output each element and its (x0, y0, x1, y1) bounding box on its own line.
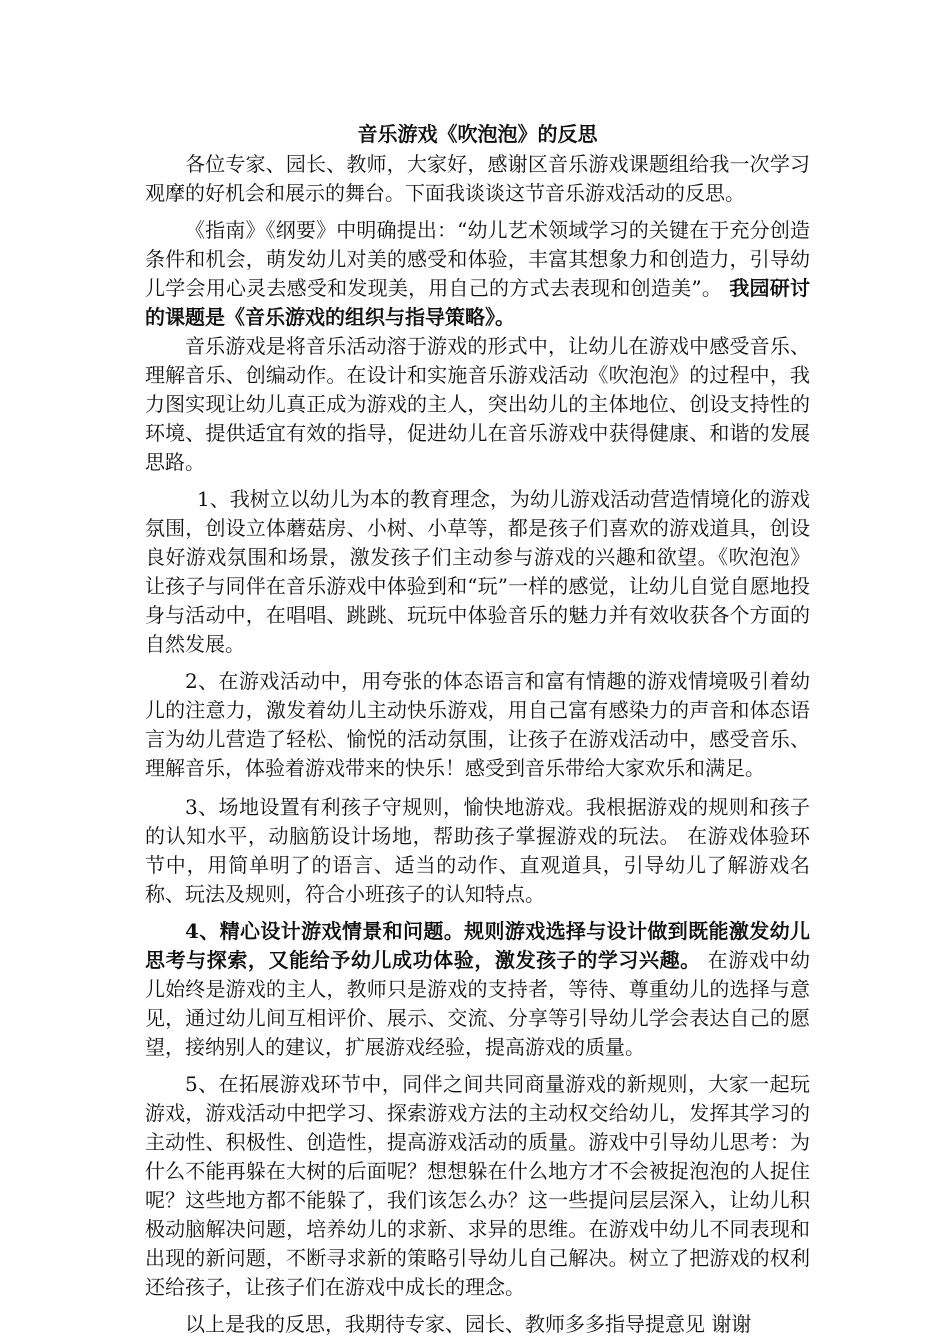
point-4-heading: 4、精心设计游戏情景和问题。规则游戏选择与设计做到既能激发幼儿思考与探索，又能给予幼儿成功体验，激发孩子的学习兴趣。 (145, 919, 810, 972)
paragraph-guide (145, 216, 810, 332)
guide-quote-text: 《指南》《纲要》中明确提出：“幼儿艺术领域学习的关键在于充分创造条件和机会，萌发幼儿对美的感受和体验，丰富其想象力和创造力，引导幼儿学会用心灵去感受和发现美，用自己的方式去表现和创造美”。 (145, 218, 810, 300)
paragraph-closing: 以上是我的反思，我期待专家、园长、教师多多指导提意见 谢谢 (185, 1312, 752, 1336)
document-title: 音乐游戏《吹泡泡》的反思 (357, 122, 598, 146)
paragraph-point-1: 1、我树立以幼儿为本的教育理念，为幼儿游戏活动营造情境化的游戏氛围，创设立体蘑菇房、小树、小草等，都是孩子们喜欢的游戏道具，创设良好游戏氛围和场景，激发孩子们主动参与游戏的兴趣和欲望。《吹泡泡》让孩子与同伴在音乐游戏中体验到和“玩”一样的感觉，让幼儿自觉自愿地投身与活动中，在唱唱、跳跳、玩玩中体验音乐的魅力并有效收获各个方面的自然发展。 (145, 487, 810, 656)
document-body (145, 120, 810, 1339)
paragraph-point-5: 5、在拓展游戏环节中，同伴之间共同商量游戏的新规则，大家一起玩游戏，游戏活动中把学习、探索游戏方法的主动权交给幼儿，发挥其学习的主动性、积极性、创造性，提高游戏活动的质量。游戏中引导幼儿思考：为什么不能再躲在大树的后面呢？想想躲在什么地方才不会被捉泡泡的人捉住呢？这些地方都不能躲了，我们该怎么办？这一些提问层层深入，让幼儿积极动脑解决问题，培养幼儿的求新、求异的思维。在游戏中幼儿不同表现和出现的新问题，不断寻求新的策略引导幼儿自己解决。树立了把游戏的权利还给孩子，让孩子们在游戏中成长的理念。 (145, 1072, 810, 1299)
guide-research-topic: 我园研讨的课题是《音乐游戏的组织与指导策略》。 (145, 276, 810, 329)
paragraph-point-2: 2、在游戏活动中，用夸张的体态语言和富有情趣的游戏情境吸引着幼儿的注意力，激发着幼儿主动快乐游戏，用自己富有感染力的声音和体态语言为幼儿营造了轻松、愉悦的活动氛围，让孩子在游戏活动中，感受音乐、理解音乐，体验着游戏带来的快乐！感受到音乐带给大家欢乐和满足。 (145, 669, 810, 780)
paragraph-point-4 (145, 917, 810, 1062)
paragraph-point-3: 3、场地设置有利孩子守规则，愉快地游戏。我根据游戏的规则和孩子的认知水平，动脑筋设计场地，帮助孩子掌握游戏的玩法。 在游戏体验环节中，用简单明了的语言、适当的动作、直观道具，引导幼儿了解游戏名称、玩法及规则，符合小班孩子的认知特点。 (145, 795, 810, 906)
paragraph-intro: 各位专家、园长、教师，大家好，感谢区音乐游戏课题组给我一次学习观摩的好机会和展示的舞台。下面我谈谈这节音乐游戏活动的反思。 (145, 152, 810, 205)
paragraph-music-game: 音乐游戏是将音乐活动溶于游戏的形式中，让幼儿在游戏中感受音乐、理解音乐、创编动作。在设计和实施音乐游戏活动《吹泡泡》的过程中，我力图实现让幼儿真正成为游戏的主人，突出幼儿的主体地位、创设支持性的环境、提供适宜有效的指导，促进幼儿在音乐游戏中获得健康、和谐的发展思路。 (145, 334, 810, 474)
point-4-text: 在游戏中幼儿始终是游戏的主人，教师只是游戏的支持者，等待、尊重幼儿的选择与意见，通过幼儿间互相评价、展示、交流、分享等引导幼儿学会表达自己的愿望，接纳别人的建议，扩展游戏经验，提高游戏的质量。 (145, 948, 811, 1059)
